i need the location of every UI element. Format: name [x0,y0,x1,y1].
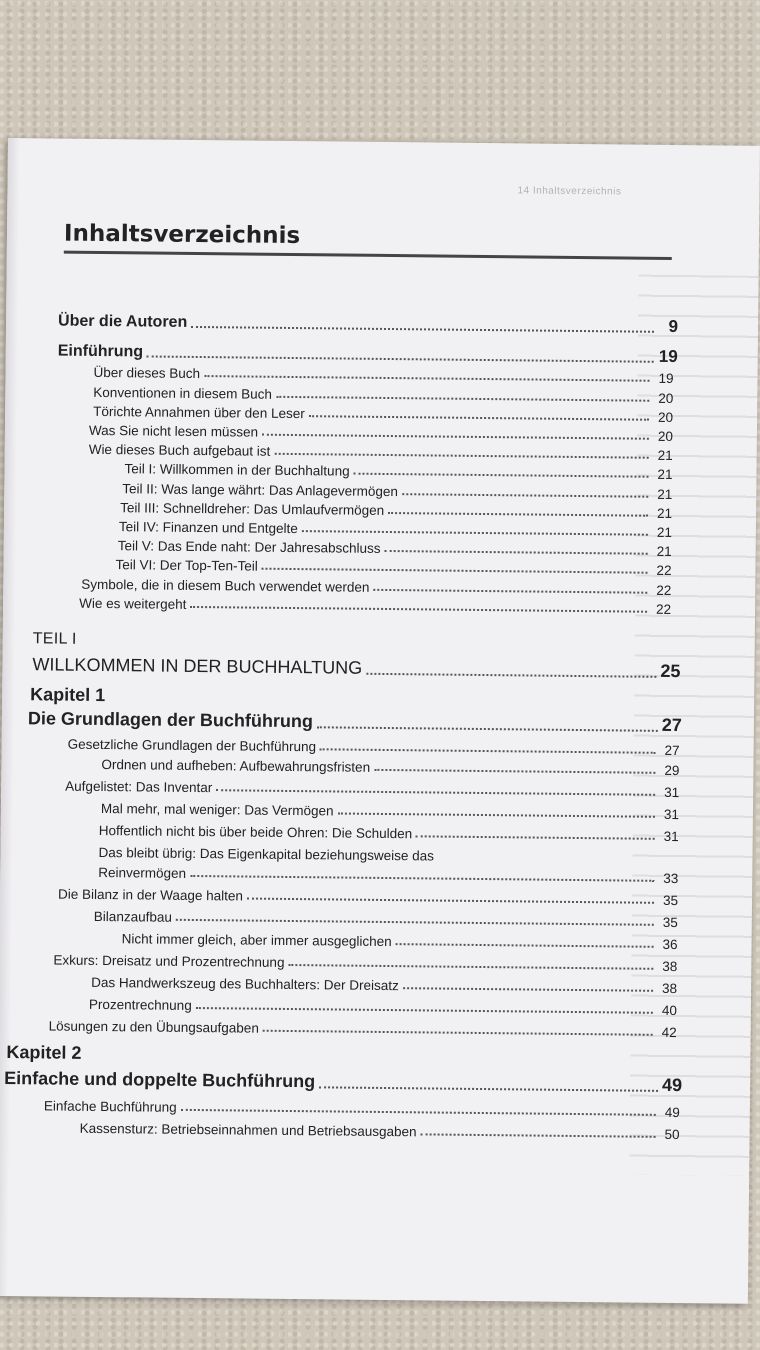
toc-entry: Prozentrechnung 40 [88,996,677,1019]
leader-dots [385,550,648,555]
toc-entry: Mal mehr, mal weniger: Das Vermögen 31 [100,801,680,823]
toc-entry: Einführung 19 [57,342,678,367]
leader-dots [190,875,654,882]
toc-entry: Gesetzliche Grundlagen der Buchführung 27 [67,736,680,759]
running-head: 14 Inhaltsverzeichnis [517,185,622,198]
toc-entry: Lösungen zu den Übungsaufgaben 42 [48,1018,677,1041]
leader-dots [319,1086,658,1092]
leader-dots [317,726,658,732]
leader-dots [320,748,656,754]
toc-entry: Bilanzaufbau 35 [93,908,678,931]
leader-dots [216,789,655,796]
toc-entry: Teil IV: Finanzen und Entgelte 21 [118,519,672,540]
table-of-contents [0,138,760,1304]
toc-entry: Das bleibt übrig: Das Eigenkapital beziehungsweise das [98,844,435,864]
toc-entry: Über dieses Buch 19 [93,364,674,386]
toc-entry: Kassensturz: Betriebseinnahmen und Betriebsausgaben 50 [79,1120,680,1143]
leader-dots [388,512,648,517]
toc-entry: Teil II: Was lange währt: Das Anlagevermögen 21 [122,481,673,502]
leader-dots [403,987,653,992]
toc-entry: Konventionen in diesem Buch 20 [93,384,674,406]
leader-dots [147,355,654,362]
leader-dots [276,396,649,402]
toc-entry: Exkurs: Dreisatz und Prozentrechnung 38 [53,952,678,975]
toc-entry: Was Sie nicht lesen müssen 20 [88,422,673,444]
leader-dots [262,434,649,440]
leader-dots [191,326,654,333]
leader-dots [402,493,648,498]
leader-dots [309,415,649,421]
toc-entry: Teil V: Das Ende naht: Der Jahresabschluss 21 [117,538,672,559]
toc-title: Inhaltsverzeichnis [63,220,301,250]
leader-dots [416,835,655,839]
toc-entry: Symbole, die in diesem Buch verwendet werden 22 [81,576,672,598]
leader-dots [181,1109,656,1116]
leader-dots [374,769,655,774]
leader-dots [366,673,656,678]
leader-dots [338,812,655,817]
leader-dots [247,898,654,904]
toc-entry: Wie dieses Buch aufgebaut ist 21 [88,441,673,463]
toc-entry: Reinvermögen 33 [98,864,679,887]
part-title-entry: WILLKOMMEN IN DER BUCHHALTUNG 25 [32,654,681,682]
leader-dots [176,919,654,926]
leader-dots [262,568,648,574]
toc-entry: Teil III: Schnelldreher: Das Umlaufvermögen 21 [120,500,673,521]
chapter-label: Kapitel 2 [6,1042,82,1063]
leader-dots [263,1030,653,1036]
toc-entry: Das Handwerkszeug des Buchhalters: Der Dreisatz 38 [91,974,678,997]
chapter-title-entry: Die Grundlagen der Buchführung 27 [27,708,682,736]
leader-dots [302,530,648,536]
leader-dots [274,453,648,459]
toc-entry: Wie es weitergeht 22 [79,595,672,617]
leader-dots [354,473,649,478]
toc-entry: Die Bilanz in der Waage halten 35 [58,886,679,909]
chapter-label: Kapitel 1 [30,684,106,706]
leader-dots [396,943,654,948]
leader-dots [190,606,647,613]
toc-entry: Törichte Annahmen über den Leser 20 [93,403,674,425]
book-page [0,138,760,1304]
toc-entry: Über die Autoren 9 [57,312,679,337]
leader-dots [421,1133,656,1137]
toc-entry: Nicht immer gleich, aber immer ausgeglichen 36 [121,931,678,953]
toc-entry: Teil I: Willkommen in der Buchhaltung 21 [124,461,673,482]
chapter-title-entry: Einfache und doppelte Buchführung 49 [4,1068,683,1096]
toc-entry: Einfache Buchführung 49 [43,1098,680,1121]
toc-entry: Aufgelistet: Das Inventar 31 [65,778,680,801]
part-label: TEIL I [32,630,77,648]
leader-dots [373,589,647,594]
toc-entry: Hoffentlich nicht bis über beide Ohren: Die Schulden 31 [98,822,679,845]
leader-dots [204,375,649,382]
toc-entry: Ordnen und aufheben: Aufbewahrungsfristen 29 [101,757,680,779]
toc-entry: Teil VI: Der Top-Ten-Teil 22 [115,557,672,578]
leader-dots [288,964,653,970]
leader-dots [196,1007,653,1014]
